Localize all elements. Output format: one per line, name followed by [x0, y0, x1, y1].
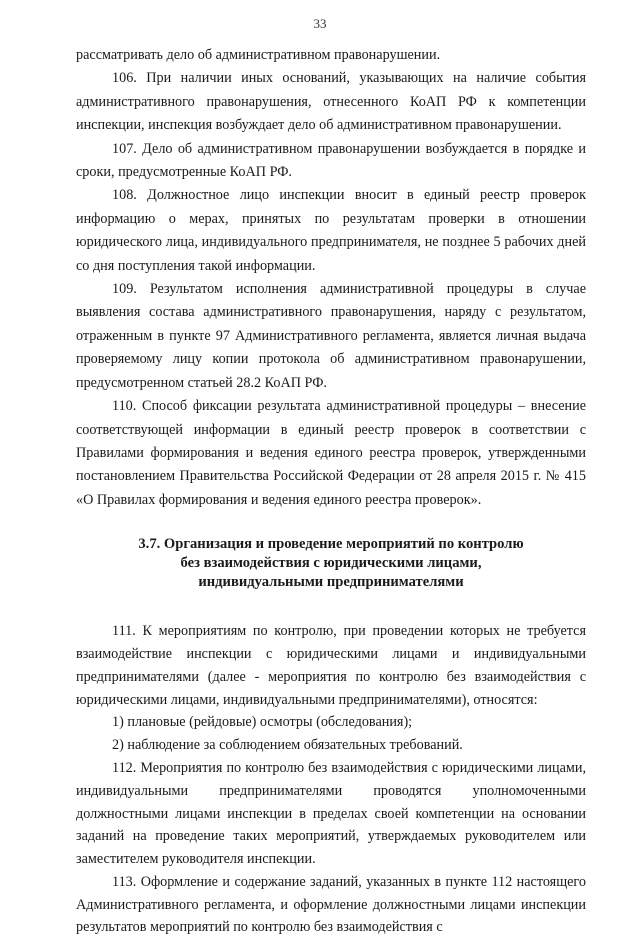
section-heading-line-3: индивидуальными предпринимателями	[198, 574, 464, 591]
paragraph-111: 111. К мероприятиям по контролю, при проведении которых не требуется взаимодействие инспекции с юридическими лицами и индивидуальными предпринимателями (далее - мероприятия по контролю без взаимодействия с юридическими лицами, индивидуальными предпринимателями), относятся:	[76, 623, 586, 708]
paragraph-113: 113. Оформление и содержание заданий, указанных в пункте 112 настоящего Административного регламента, и оформление должностными лицами инспекции результатов мероприятий по контролю без взаимодействия с	[76, 873, 586, 936]
page-number: 33	[313, 16, 327, 31]
paragraph-108: 108. Должностное лицо инспекции вносит в единый реестр проверок информацию о мерах, принятых по результатам проверки в отношении юридического лица, индивидуального предпринимателя, не позднее 5 рабочих дней со дня поступления такой информации.	[76, 187, 586, 274]
section-heading-line-2: без взаимодействия с юридическими лицами,	[180, 555, 482, 572]
paragraph-continuation: рассматривать дело об административном правонарушении.	[76, 47, 441, 63]
section-body	[76, 620, 586, 939]
document-body	[76, 44, 586, 939]
paragraph-106: 106. При наличии иных оснований, указывающих на наличие события административного правонарушения, отнесенного КоАП РФ к компетенции инспекции, инспекция возбуждает дело об административном правонарушении.	[76, 70, 586, 134]
paragraph-112: 112. Мероприятия по контролю без взаимодействия с юридическими лицами, индивидуальными предпринимателями проводятся уполномоченными должностными лицами инспекции в пределах своей компетенции на основании заданий на проведение таких мероприятий, утверждаемых руководителем или заместителем руководителя инспекции.	[76, 759, 586, 868]
section-heading	[76, 535, 586, 592]
list-item-2: 2) наблюдение за соблюдением обязательных требований.	[112, 737, 463, 754]
section-heading-line-1: 3.7. Организация и проведение мероприятий по контролю	[138, 536, 524, 553]
list-item-1: 1) плановые (рейдовые) осмотры (обследования);	[112, 714, 413, 731]
paragraph-109: 109. Результатом исполнения административной процедуры в случае выявления состава административного правонарушения, наряду с результатом, отраженным в пункте 97 Административного регламента, является личная выдача проверяемому лицу копии протокола об административном правонарушении, предусмотренном статьей 28.2 КоАП РФ.	[76, 281, 586, 391]
paragraph-110: 110. Способ фиксации результата административной процедуры – внесение соответствующей информации в единый реестр проверок в соответствии с Правилами формирования и ведения единого реестра проверок, утвержденными постановлением Правительства Российской Федерации от 28 апреля 2015 г. № 415 «О Правилах формирования и ведения единого реестра проверок».	[76, 398, 586, 508]
paragraph-107: 107. Дело об административном правонарушении возбуждается в порядке и сроки, предусмотренные КоАП РФ.	[76, 140, 586, 181]
